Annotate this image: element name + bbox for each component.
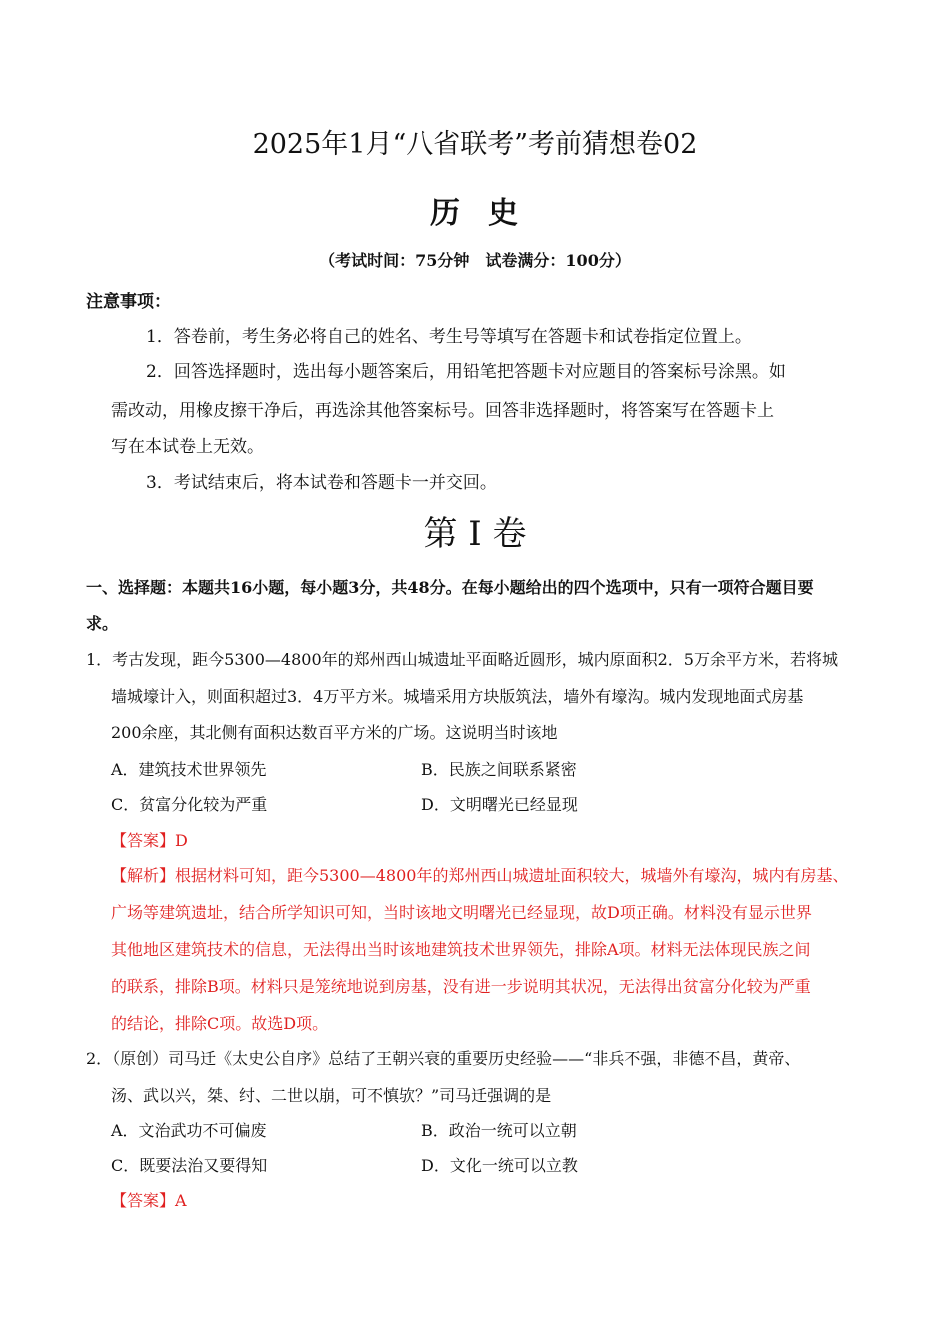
question-2-option-a: A．文治武功不可偏废: [111, 1121, 267, 1140]
question-1-line-3: 200余座，其北侧有面积达数百平方米的广场。这说明当时该地: [111, 723, 558, 742]
question-1-analysis-line-4: 的联系，排除B项。材料只是笼统地说到房基，没有进一步说明其状况，无法得出贫富分化较为严重: [111, 977, 811, 996]
question-1-line-2: 墙城壕计入，则面积超过3．4万平方米。城墙采用方块版筑法，墙外有壕沟。城内发现地面式房基: [111, 687, 804, 706]
question-1-analysis-line-3: 其他地区建筑技术的信息，无法得出当时该地建筑技术世界领先，排除A项。材料无法体现民族之间: [111, 940, 811, 959]
notice-item-2-line-1: 2．回答选择题时，选出每小题答案后，用铅笔把答题卡对应题目的答案标号涂黑。如: [146, 362, 786, 382]
question-1-option-b: B．民族之间联系紧密: [421, 760, 577, 779]
question-1-analysis-line-5: 的结论，排除C项。故选D项。: [111, 1014, 329, 1033]
exam-info: （考试时间：75分钟 试卷满分：100分）: [319, 251, 631, 270]
subject-char-2: 史: [488, 196, 520, 231]
question-1-line-1: 1．考古发现，距今5300—4800年的郑州西山城遗址平面略近圆形，城内原面积2．5万余平方米，若将城: [86, 650, 838, 669]
question-2-line-1: 2．（原创）司马迁《太史公自序》总结了王朝兴衰的重要历史经验——“非兵不强，非德不昌，黄帝、: [86, 1049, 801, 1068]
question-1-analysis-line-1: 【解析】根据材料可知，距今5300—4800年的郑州西山城遗址面积较大，城墙外有壕沟，城内有房基、: [111, 866, 849, 885]
notice-item-3: 3．考试结束后，将本试卷和答题卡一并交回。: [146, 473, 497, 493]
subject-char-1: 历: [430, 196, 462, 231]
question-1-option-d: D．文明曙光已经显现: [421, 795, 578, 814]
question-1-answer: 【答案】D: [111, 831, 188, 850]
question-1-option-a: A．建筑技术世界领先: [111, 760, 267, 779]
volume-heading: 第 I 卷: [423, 514, 527, 554]
notice-item-1: 1．答卷前，考生务必将自己的姓名、考生号等填写在答题卡和试卷指定位置上。: [146, 327, 752, 347]
section-heading-line-2: 求。: [86, 614, 119, 633]
question-1-option-c: C．贫富分化较为严重: [111, 795, 268, 814]
notice-item-2-line-3: 写在本试卷上无效。: [111, 437, 264, 457]
section-heading-line-1: 一、选择题：本题共16小题，每小题3分，共48分。在每小题给出的四个选项中，只有一项符合题目要: [86, 578, 814, 597]
page-title: 2025年1月“八省联考”考前猜想卷02: [252, 129, 698, 160]
notice-item-2-line-2: 需改动，用橡皮擦干净后，再选涂其他答案标号。回答非选择题时，将答案写在答题卡上: [111, 401, 774, 421]
question-2-answer: 【答案】A: [111, 1191, 187, 1210]
question-2-option-b: B．政治一统可以立朝: [421, 1121, 577, 1140]
question-1-analysis-line-2: 广场等建筑遗址，结合所学知识可知，当时该地文明曙光已经显现，故D项正确。材料没有显示世界: [111, 903, 812, 922]
question-2-line-2: 汤、武以兴，桀、纣、二世以崩，可不慎欤？”司马迁强调的是: [111, 1086, 552, 1105]
question-2-option-c: C．既要法治又要得知: [111, 1156, 268, 1175]
notice-heading: 注意事项：: [86, 292, 171, 312]
subject-title: [0, 188, 950, 232]
question-2-option-d: D．文化一统可以立教: [421, 1156, 578, 1175]
